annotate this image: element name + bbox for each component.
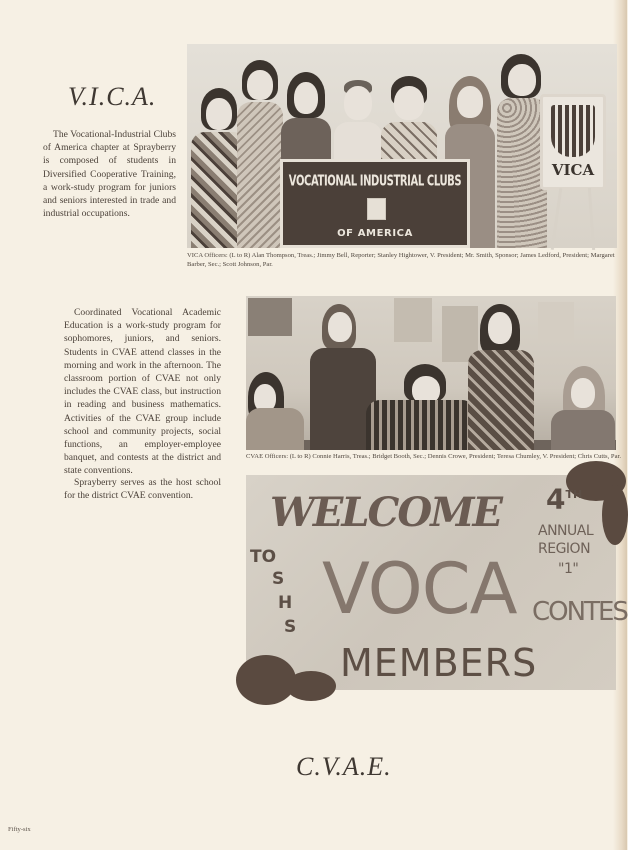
cvae-description: Coordinated Vocational Academic Education is a work-study program for sophomores, juniors, and seniors. Students in CVAE attend classes in the morning and work in the afternoon. The classroom portion of CVAE not only includes the CVAE class, but instruction in reading and business mathematics. Activities of the CVAE group include school and community projects, social functions, an employer-employee banquet, and contests at the district and state conventions. [64,307,221,477]
person-jimmy-bell [237,60,283,248]
banner-fourth-suffix: TH [565,488,583,501]
banner-members-text: MEMBERS [340,641,538,685]
person-chris-cutts [551,366,615,450]
host-school-note: Sprayberry serves as the host school for the district CVAE convention. [64,477,221,502]
banner-h-letter: H [278,593,293,613]
flourish-decoration [602,485,628,545]
person-teresa-chumley [468,304,534,450]
wall-poster [394,298,432,342]
cvae-officers-photo [246,296,616,450]
person-connie-harris [246,372,304,450]
vica-description: The Vocational-Industrial Clubs of America chapter at Sprayberry is composed of students in Diversified Cooperative Training, a work-study program for juniors and seniors interested in trade and industrial occupations. [43,129,176,220]
vica-officers-photo [187,44,617,248]
vica-sign [540,94,606,190]
cvae-photo-caption: CVAE Officers: (L to R) Connie Harris, Treas.; Bridget Booth, Sec.; Dennis Crowe, President; Teresa Chumley, V. President; Chris Cutts, Par. [246,453,621,460]
shield-icon [551,105,595,157]
banner-annual-text: ANNUAL [538,523,594,539]
vica-club-banner [280,159,470,248]
vica-title: V.I.C.A. [68,82,157,111]
banner-contest-text: CONTES [532,597,627,627]
banner-voca-text: VOCA [322,548,517,630]
wall-poster [248,298,292,336]
easel-leg [551,188,563,250]
flourish-decoration [286,671,336,701]
banner-s2-letter: S [284,617,297,637]
wall-poster [538,302,574,342]
banner-line-2: OF AMERICA [337,228,413,239]
banner-fourth-number: 4 [546,482,566,516]
person-dennis-crowe [366,364,476,450]
banner-region-number: "1" [558,561,579,577]
easel-leg [588,188,595,250]
vica-sign-text: VICA [551,161,595,179]
welcome-banner-photo [246,475,627,690]
cvae-title: C.V.A.E. [296,752,392,781]
banner-welcome-text: WELCOME [270,489,501,536]
vica-emblem-icon [367,198,386,220]
banner-line-1: VOCATIONAL INDUSTRIAL CLUBS [288,173,462,190]
vica-photo-caption: VICA Officers: (L to R) Alan Thompson, Treas.; Jimmy Bell, Reporter; Stanley Hightower, V. President; Mr. Smith, Sponsor; James Ledford, President; Margaret Barber, Sec.; Scott Johnson, Par. [187,252,615,269]
banner-to-text: TO [250,547,277,567]
page-number: Fifty-six [8,826,31,833]
banner-region-text: REGION [538,541,591,557]
banner-fourth-text [546,479,582,515]
banner-s-letter: S [272,569,285,589]
